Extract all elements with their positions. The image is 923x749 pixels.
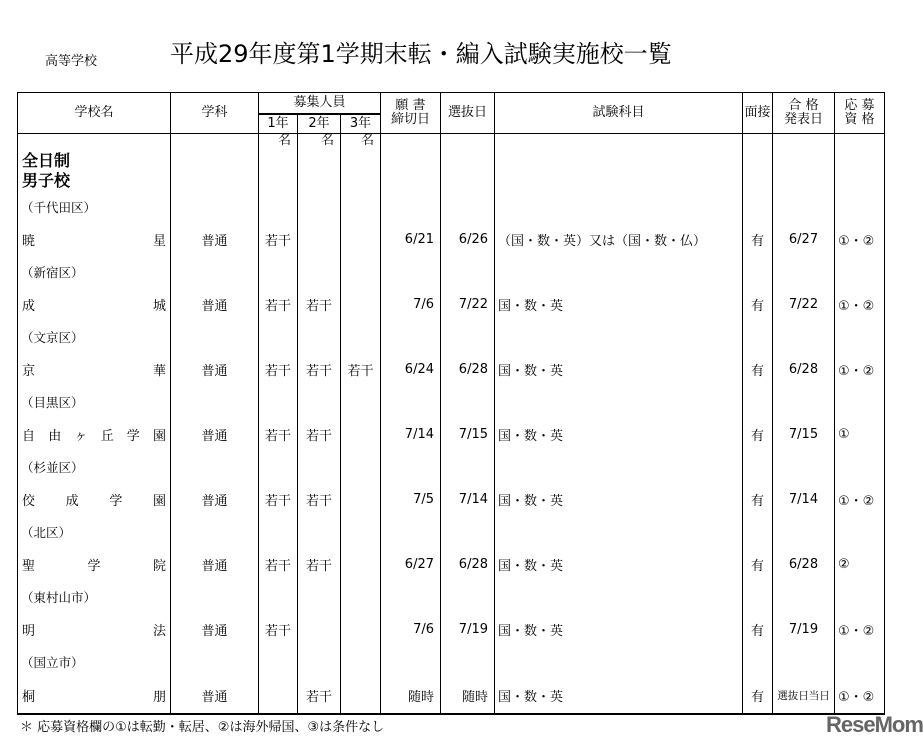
dept: 普通 [171, 418, 259, 451]
recruit-year1: 若干 [259, 613, 298, 646]
school-name: 成城 [18, 288, 171, 321]
unit-label: 名 [298, 134, 341, 151]
region-label: （千代田区） [18, 191, 171, 224]
announce-date: 7/22 [773, 288, 835, 321]
region-row [18, 581, 885, 614]
table-row [18, 223, 885, 256]
deadline: 7/5 [381, 483, 441, 516]
subjects: 国・数・英 [495, 613, 743, 646]
recruit-year3 [341, 483, 381, 516]
dept: 普通 [171, 483, 259, 516]
eligibility: ① [835, 418, 885, 451]
header-recruit: 募集人員 [259, 93, 381, 114]
recruit-year2: 若干 [298, 483, 341, 516]
selection-date: 7/14 [441, 483, 495, 516]
recruit-year2: 若干 [298, 288, 341, 321]
subjects: （国・数・英）又は（国・数・仏） [495, 223, 743, 256]
region-row [18, 191, 885, 224]
region-label: （目黒区） [18, 386, 171, 419]
recruit-year2: 若干 [298, 418, 341, 451]
subjects: 国・数・英 [495, 483, 743, 516]
recruit-year2: 若干 [298, 353, 341, 386]
eligibility: ①・② [835, 483, 885, 516]
table-row [18, 483, 885, 516]
recruit-year2: 若干 [298, 548, 341, 581]
recruit-year2 [298, 223, 341, 256]
region-row [18, 451, 885, 484]
recruit-year2 [298, 613, 341, 646]
resemom-logo: ReseMom [826, 712, 923, 737]
region-row [18, 386, 885, 419]
footnote: ＊ 応募資格欄の①は転勤・転居、②は海外帰国、③は条件なし [20, 720, 385, 735]
selection-date: 7/19 [441, 613, 495, 646]
selection-date: 随時 [441, 678, 495, 714]
eligibility: ①・② [835, 353, 885, 386]
school-name: 暁星 [18, 223, 171, 256]
region-row [18, 321, 885, 354]
school-type-label: 高等学校 [45, 54, 98, 69]
interview: 有 [743, 548, 773, 581]
interview: 有 [743, 483, 773, 516]
deadline: 随時 [381, 678, 441, 714]
subjects: 国・数・英 [495, 288, 743, 321]
table-row [18, 678, 885, 714]
announce-date: 6/28 [773, 548, 835, 581]
header-subjects: 試験科目 [495, 93, 743, 134]
deadline: 7/6 [381, 613, 441, 646]
recruit-year1: 若干 [259, 288, 298, 321]
interview: 有 [743, 418, 773, 451]
header-year3: 3年 [341, 114, 381, 134]
header-deadline: 願 書 締切日 [381, 93, 441, 134]
school-name: 自由ヶ丘学園 [18, 418, 171, 451]
subjects: 国・数・英 [495, 418, 743, 451]
header-selection: 選抜日 [441, 93, 495, 134]
dept: 普通 [171, 223, 259, 256]
recruit-year3: 若干 [341, 353, 381, 386]
recruit-year1: 若干 [259, 548, 298, 581]
school-name: 京華 [18, 353, 171, 386]
announce-date: 6/28 [773, 353, 835, 386]
unit-label: 名 [341, 134, 381, 151]
announce-date: 7/15 [773, 418, 835, 451]
school-name: 明法 [18, 613, 171, 646]
eligibility: ①・② [835, 613, 885, 646]
announce-date: 選抜日当日 [773, 678, 835, 714]
interview: 有 [743, 353, 773, 386]
recruit-year3 [341, 223, 381, 256]
header-eligibility: 応 募 資 格 [835, 93, 885, 134]
deadline: 6/21 [381, 223, 441, 256]
header-year1: 1年 [259, 114, 298, 134]
table-row [18, 548, 885, 581]
category-label: 全日制 男子校 [18, 151, 171, 191]
selection-date: 6/28 [441, 353, 495, 386]
schools-table [17, 92, 885, 715]
region-label: （北区） [18, 516, 171, 549]
region-label: （杉並区） [18, 451, 171, 484]
dept: 普通 [171, 613, 259, 646]
eligibility: ①・② [835, 678, 885, 714]
header-interview: 面接 [743, 93, 773, 134]
dept: 普通 [171, 288, 259, 321]
page-title: 平成29年度第1学期末転・編入試験実施校一覧 [170, 40, 672, 68]
recruit-year3 [341, 548, 381, 581]
recruit-year1 [259, 678, 298, 714]
header-year2: 2年 [298, 114, 341, 134]
interview: 有 [743, 223, 773, 256]
recruit-year3 [341, 678, 381, 714]
deadline: 7/14 [381, 418, 441, 451]
school-name: 桐朋 [18, 678, 171, 714]
school-name: 聖学院 [18, 548, 171, 581]
region-label: （東村山市） [18, 581, 171, 614]
subjects: 国・数・英 [495, 353, 743, 386]
selection-date: 6/28 [441, 548, 495, 581]
table-row [18, 613, 885, 646]
header-dept: 学科 [171, 93, 259, 134]
selection-date: 6/26 [441, 223, 495, 256]
subjects: 国・数・英 [495, 548, 743, 581]
deadline: 6/24 [381, 353, 441, 386]
eligibility: ①・② [835, 223, 885, 256]
region-row [18, 646, 885, 679]
region-label: （新宿区） [18, 256, 171, 289]
recruit-year1: 若干 [259, 418, 298, 451]
recruit-year2: 若干 [298, 678, 341, 714]
interview: 有 [743, 288, 773, 321]
recruit-year1: 若干 [259, 483, 298, 516]
region-label: （国立市） [18, 646, 171, 679]
table-row [18, 353, 885, 386]
deadline: 7/6 [381, 288, 441, 321]
recruit-year3 [341, 613, 381, 646]
table-row [18, 288, 885, 321]
unit-label: 名 [259, 134, 298, 151]
school-name: 佼成学園 [18, 483, 171, 516]
eligibility: ①・② [835, 288, 885, 321]
table-row [18, 418, 885, 451]
region-row [18, 256, 885, 289]
eligibility: ② [835, 548, 885, 581]
header-school: 学校名 [18, 93, 171, 134]
recruit-year3 [341, 288, 381, 321]
interview: 有 [743, 678, 773, 714]
region-row [18, 516, 885, 549]
recruit-year1: 若干 [259, 353, 298, 386]
announce-date: 6/27 [773, 223, 835, 256]
selection-date: 7/22 [441, 288, 495, 321]
recruit-year3 [341, 418, 381, 451]
dept: 普通 [171, 353, 259, 386]
dept: 普通 [171, 548, 259, 581]
announce-date: 7/14 [773, 483, 835, 516]
region-label: （文京区） [18, 321, 171, 354]
deadline: 6/27 [381, 548, 441, 581]
announce-date: 7/19 [773, 613, 835, 646]
header-announce: 合 格 発表日 [773, 93, 835, 134]
selection-date: 7/15 [441, 418, 495, 451]
dept: 普通 [171, 678, 259, 714]
interview: 有 [743, 613, 773, 646]
subjects: 国・数・英 [495, 678, 743, 714]
recruit-year1: 若干 [259, 223, 298, 256]
